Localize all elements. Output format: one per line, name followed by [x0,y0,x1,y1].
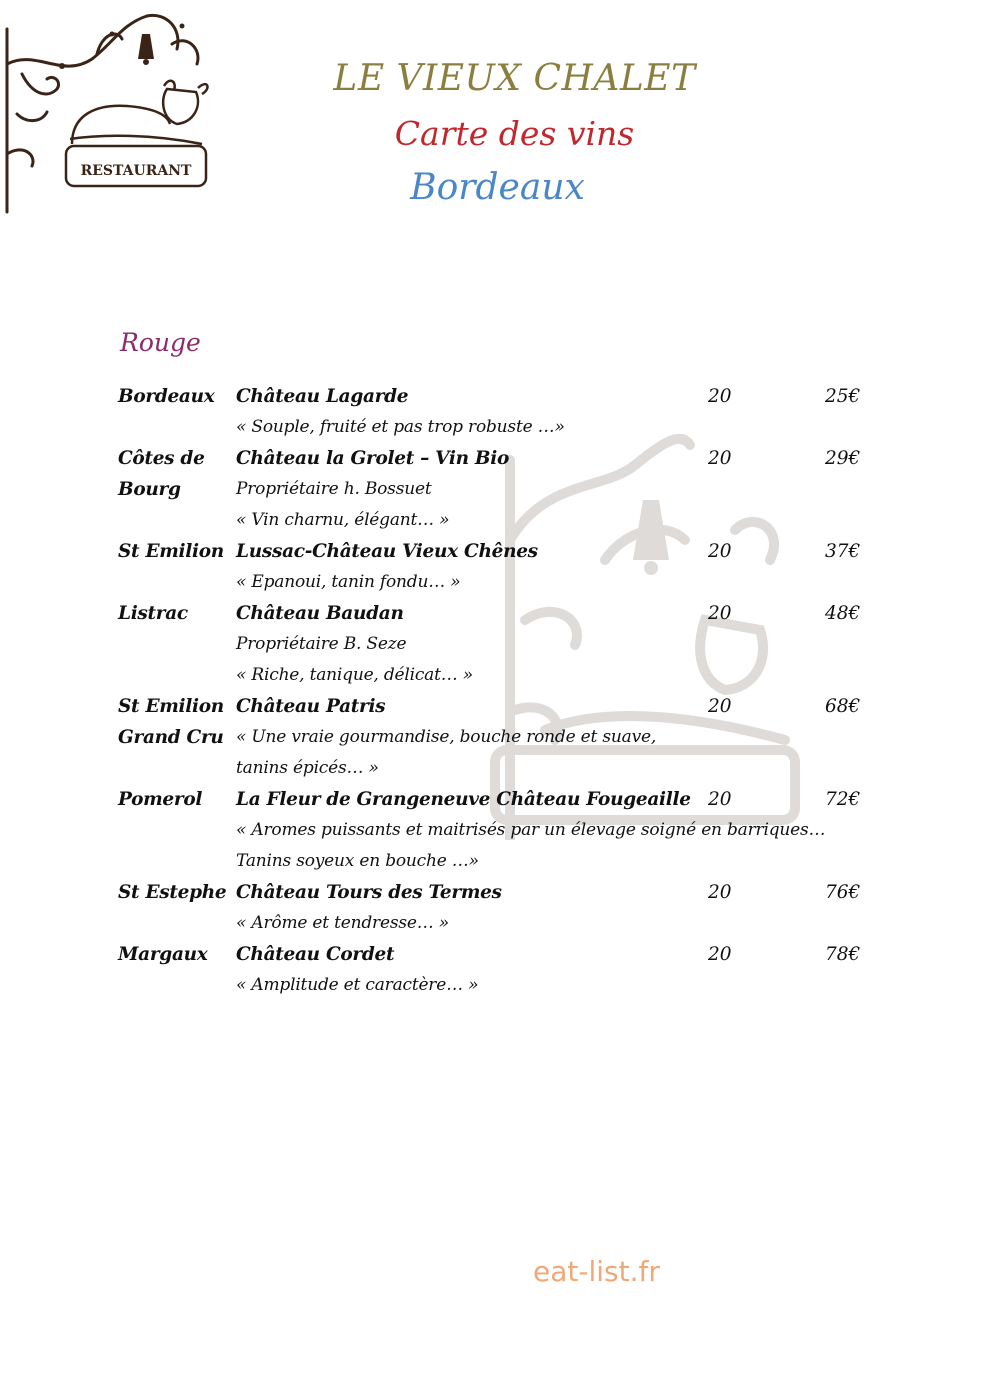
wine-region: Listrac [118,603,188,624]
wine-description: « Amplitude et caractère… » [236,975,479,995]
wine-region: St Estephe [118,882,227,903]
wine-description: « Arôme et tendresse… » [236,913,449,933]
wine-volume: 20 [708,386,732,407]
wine-description: Propriétaire h. Bossuet [236,479,432,499]
section-heading-rouge: Rouge [120,328,201,357]
footer-watermark-text: eat-list.fr [533,1255,660,1288]
wine-description: tanins épicés… » [236,758,379,778]
wine-price: 29€ [825,448,861,469]
wine-region: Bordeaux [118,386,215,407]
wine-entry [118,691,898,784]
wine-region: Pomerol [118,789,203,810]
wine-entry [118,939,898,1001]
wine-volume: 20 [708,603,732,624]
wine-price: 48€ [825,603,861,624]
wine-description: « Epanoui, tanin fondu… » [236,572,461,592]
wine-description: Propriétaire B. Seze [236,634,407,654]
wine-region: Bourg [118,479,181,500]
wine-volume: 20 [708,789,732,810]
wine-description: « Aromes puissants et maitrisés par un élevage soigné en barriques… [236,820,826,840]
wine-region: Grand Cru [118,727,224,748]
wine-region: Margaux [118,944,208,965]
wine-name: Château la Grolet – Vin Bio [236,448,510,469]
wine-price: 78€ [825,944,861,965]
wine-description: Tanins soyeux en bouche …» [236,851,479,871]
wine-entry [118,877,898,939]
wine-region: St Emilion [118,696,224,717]
wine-description: « Riche, tanique, délicat… » [236,665,473,685]
logo-text: RESTAURANT [80,163,192,179]
wine-name: Lussac-Château Vieux Chênes [236,541,538,562]
wine-entry [118,536,898,598]
wine-price: 68€ [825,696,861,717]
wine-name: Château Patris [236,696,386,717]
restaurant-title: LE VIEUX CHALET [333,58,696,99]
wine-description: « Souple, fruité et pas trop robuste …» [236,417,565,437]
wine-entry [118,784,898,877]
wine-price: 76€ [825,882,861,903]
wine-volume: 20 [708,944,732,965]
wine-volume: 20 [708,882,732,903]
wine-volume: 20 [708,448,732,469]
wine-name: Château Tours des Termes [236,882,502,903]
wine-price: 72€ [825,789,861,810]
wine-name: Château Baudan [236,603,404,624]
wine-price: 37€ [825,541,861,562]
region-title: Bordeaux [410,167,585,208]
wine-volume: 20 [708,541,732,562]
wine-entry [118,598,898,691]
wine-region: Côtes de [118,448,205,469]
wine-description: « Vin charnu, élégant… » [236,510,450,530]
wine-entry [118,443,898,536]
wine-price: 25€ [825,386,861,407]
wine-name: La Fleur de Grangeneuve Château Fougeaille [236,789,691,810]
wine-entry [118,381,898,443]
wine-region: St Emilion [118,541,224,562]
menu-subtitle: Carte des vins [394,114,635,153]
wine-list [118,381,898,1001]
wine-description: « Une vraie gourmandise, bouche ronde et suave, [236,727,657,747]
wine-volume: 20 [708,696,732,717]
wine-name: Château Cordet [236,944,395,965]
wine-name: Château Lagarde [236,386,409,407]
